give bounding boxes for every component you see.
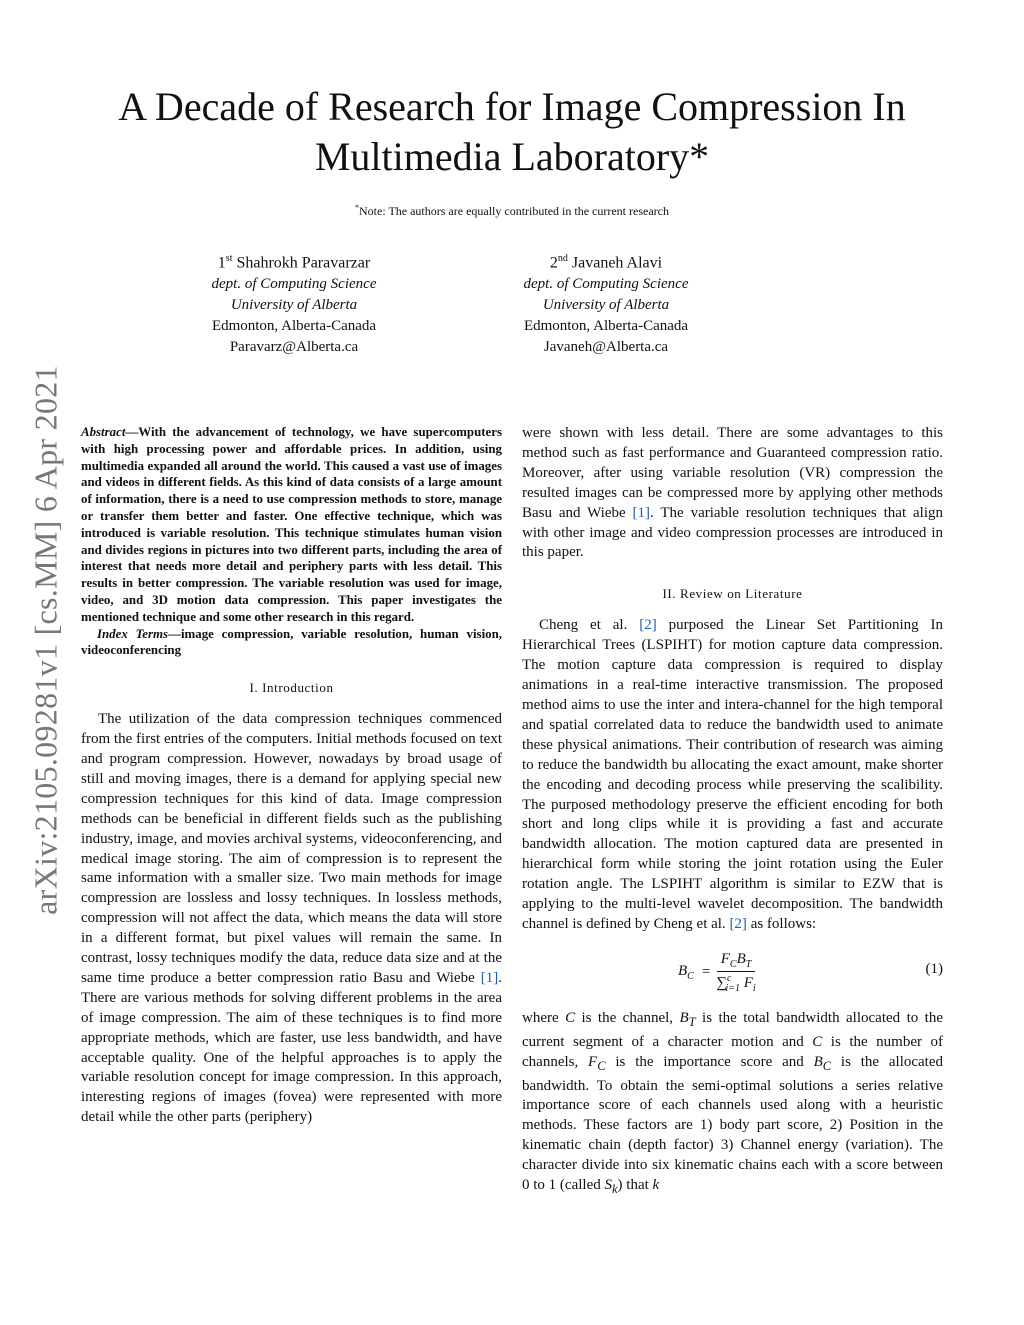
note-marker: * [355,203,359,212]
section-heading-literature: II. Review on Literature [662,586,803,602]
index-terms-lead: Index Terms [97,626,169,641]
intro-text: were shown with less detail. There are some advantages to this method such as fast performance and Guaranteed compression ratio. Moreover, after using variable resolution (VR) compression the resulted images can be compressed more by applying other methods Basu and Wiebe [522,425,943,521]
title-line: Multimedia Laboratory* [314,134,710,179]
math-var-sub: C [822,1058,832,1073]
eq-den-sub: i [752,982,756,994]
author-university: University of Alberta [230,297,358,314]
math-var-base: B [813,1053,823,1070]
section-heading-introduction: I. Introduction [249,680,334,696]
lit-text: where [522,1009,566,1026]
author-email[interactable]: Paravarz@Alberta.ca [229,339,359,356]
math-var-sub: k [611,1182,618,1197]
eq-sum-sub: i=1 [725,982,740,994]
note-text: Note: The authors are equally contributed in the current research [359,204,669,218]
author-ordinal-suffix: nd [557,253,568,264]
author-name [164,248,424,274]
author-university: University of Alberta [542,297,670,314]
lit-text: is the total bandwidth allocated to the current segment of a character motion and [522,1009,943,1050]
lit-text: Cheng et al. [539,617,640,634]
eq-sum-sup: c [727,972,732,984]
intro-paragraph [81,710,502,1128]
math-var: C [565,1009,576,1026]
math-var [679,1009,696,1029]
intro-text: The utilization of the data compression techniques commenced from the first entries of the computers. Initial methods focused on text and program compression. However, nowadays by broad usage of still and moving images, there is a demand for applying special new compression techniques for this kind of data. Image compression methods can be beneficial in different fields such as the publishing industry, image, and movies archival systems, videoconferencing, and medical image storing. The aim of compression is to represent the same information with a smaller size. Two main methods for image compression are lossless and lossy techniques. In lossless methods, compression will not affect the data, which means the data will store in a different format, but pixel values will remain the same. In contrast, lossy techniques modify the data, reduce data size and at the same time produce a better compression ratio Basu and Wiebe [81,711,502,986]
eq-equals: = [701,963,711,980]
eq-num-sub: T [745,958,752,970]
author-ordinal: 2 [549,254,558,272]
author-location: Edmonton, Alberta-Canada [211,318,377,335]
author-dept: dept. of Computing Science [523,276,689,293]
arxiv-side-stamp: arXiv:2105.09281v1 [cs.MM] 6 Apr 2021 [27,365,64,915]
index-terms-text: —image compression, variable resolution, human vision, videoconferencing [81,626,502,658]
math-var: C [812,1033,823,1050]
left-column [81,424,502,1128]
literature-paragraph [522,616,943,935]
author-name-text: Javaneh Alavi [571,254,663,272]
math-var-base: B [679,1009,689,1026]
equation-number: (1) [925,960,943,977]
author-note [180,200,844,219]
index-terms [81,626,502,660]
lit-text: is the importance score and [605,1053,814,1070]
lit-text: is the allocated bandwidth. To obtain the semi-optimal solutions a series relative importance score of each channels used along with a heuristic methods. These factors are 1) body part score, 2) Position in the kinematic chain (depth factor) 3) Channel energy (variation). The character divide into six kinematic chains each with a score between 0 to 1 (called [522,1053,944,1194]
equation-explanation-paragraph [522,1009,943,1200]
citation-link[interactable]: [2] [729,915,747,932]
eq-lhs-sub: C [687,970,694,982]
math-var-sub: C [597,1058,606,1073]
eq-fraction [716,951,755,994]
eq-sum-symbol: ∑ [716,974,728,991]
lit-text: purposed the Linear Set Partitioning In Hierarchical Trees (LSPIHT) for motion capture data compression. The motion capture data compression is required to display animations in a real-time interactive transmission. The proposed method aims to use the inter and intera-channel for the high temporal and spatial correlated data to reduce the bandwidth used to animate these physical animations. Their contribution of research was aiming to reduce the bandwidth bu allocating the exact amount, make shorter the encoding and decoding process while preserving the scalibility. The purposed methodology preserve the efficient encoding for both short and long clips while it is providing a fast and accurate bandwidth allocation. The motion captured data are presented in hierarchical form while storing the joint rotation using the Euler rotation angle. The LSPIHT algorithm is similar to EZW that is applying to the multi-level wavelet decomposition. The bandwidth channel is defined by Cheng et al. [522,617,943,932]
paper-title [92,82,932,182]
abstract-lead: Abstract [81,425,126,439]
abstract-text: —With the advancement of technology, we have supercomputers with high processing power and affordable prices. In addition, using multimedia expanded all around the world. This caused a vast use of images and videos in different fields. As this kind of data consists of a large amount of information, there is a need to use compression methods to store, manage or transfer them better and faster. One effective technique, which was introduced is variable resolution. This technique stimulates human vision and divides regions in pictures into two different parts, including the area of interest that needs more detail and periphery parts with less detail. This results in better compression. The variable resolution was used for image, video, and 3D motion data compression. This paper investigates the mentioned technique and some other research in this regard. [81,425,502,624]
math-var-base: F [588,1053,598,1070]
equation-1 [522,947,943,997]
author-ordinal-suffix: st [225,253,233,264]
citation-link[interactable]: [2] [639,617,657,634]
intro-text: . There are various methods for solving different problems in the area of image compression. The aim of these techniques is to find more appropriate methods, which are faster, use less bandwidth, and have acceptable quality. One of the helpful approaches is to apply the variable resolution concept for image compression. In this approach, interesting regions of images (fovea) were represented with more detail while the other parts (periphery) [81,969,502,1126]
equation-body [678,951,756,994]
math-var-base: S [604,1177,612,1194]
author-dept: dept. of Computing Science [211,276,377,293]
lit-text: is the channel, [575,1009,680,1026]
citation-link[interactable]: [1] [480,969,499,986]
eq-lhs-var: B [678,962,688,979]
author-email[interactable]: Javaneh@Alberta.ca [543,339,669,356]
lit-text: ) that [617,1177,653,1194]
title-line: A Decade of Research for Image Compression In [118,84,906,129]
eq-denominator [716,972,755,994]
eq-num-sub: C [729,958,737,970]
citation-link[interactable]: [1] [632,504,651,521]
eq-lhs [678,963,694,982]
math-var: k [652,1177,660,1194]
math-var-sub: T [688,1014,696,1029]
abstract [81,424,502,626]
author-ordinal: 1 [217,254,226,272]
right-column [522,424,943,1200]
eq-numerator [717,951,756,972]
author-block-1 [164,248,424,358]
math-var [588,1053,606,1073]
eq-den-var: F [743,974,753,991]
author-block-2 [476,248,736,358]
eq-num-var: F [720,950,730,967]
eq-num-var: B [736,950,746,967]
math-var [604,1177,618,1197]
lit-text: as follows: [746,915,817,932]
intro-text: . The variable resolution techniques that align with other image and video compression processes are introduced in this paper. [522,504,943,561]
author-name-text: Shahrokh Paravarzar [236,254,371,272]
author-name [476,248,736,274]
lit-text: is the number of channels, [522,1033,943,1070]
intro-continued-paragraph [522,424,943,563]
author-location: Edmonton, Alberta-Canada [523,318,689,335]
math-var [813,1053,832,1073]
